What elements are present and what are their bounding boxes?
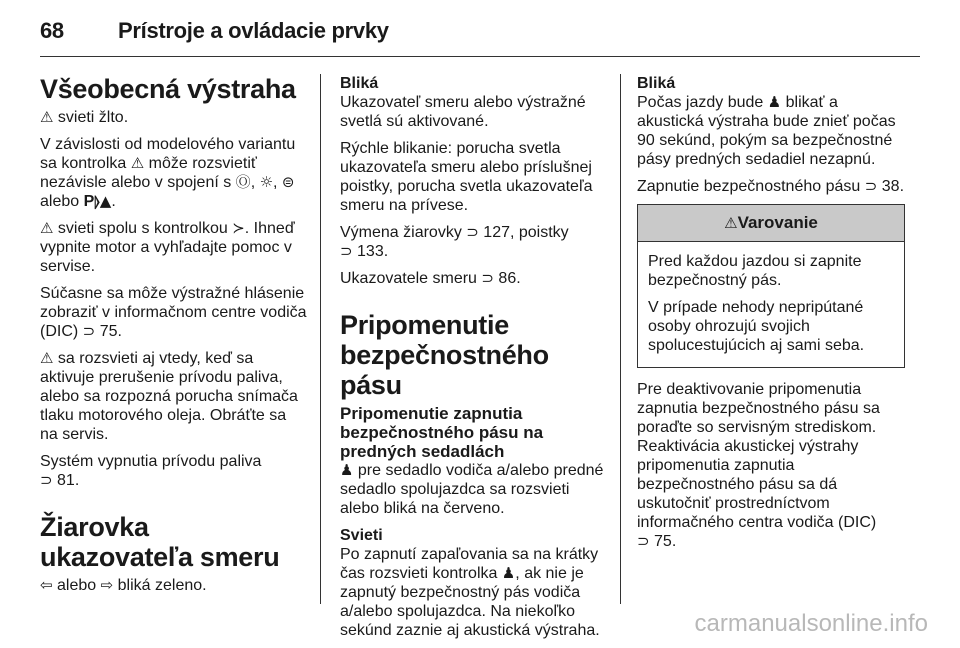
- paragraph: ♟ pre sedadlo vodiča a/alebo predné sedadlo spolujazdca sa rozsvieti alebo bliká na červeno.: [340, 461, 604, 517]
- watermark: carmanualsonline.info: [694, 610, 928, 637]
- reference-arrow-icon: ⊃: [481, 269, 494, 287]
- paragraph: Po zapnutí zapaľovania sa na krátky čas rozsvieti kontrolka ♟, ak nie je zapnutý bezpečnostný pás vodiča a/alebo spolujazdca. Na niekoľko sekúnd zaznie aj akustická výstraha.: [340, 546, 600, 639]
- paragraph: Ukazovatele smeru ⊃ 86.: [340, 269, 521, 287]
- reference-arrow-icon: ⊃: [340, 242, 353, 260]
- page-reference[interactable]: 81.: [57, 472, 80, 489]
- page-reference[interactable]: 127, poistky: [483, 224, 569, 241]
- page-reference[interactable]: 86.: [498, 270, 521, 287]
- column-divider: [620, 74, 621, 604]
- turn-right-icon: ⇨: [100, 576, 114, 594]
- paragraph: ⇦ alebo ⇨ bliká zeleno.: [40, 576, 207, 594]
- section-heading: Všeobecná výstraha: [40, 74, 296, 104]
- reference-arrow-icon: ⊃: [864, 177, 878, 195]
- subheading: Bliká: [340, 75, 379, 92]
- section-heading: Pripomenutie bezpečnostného pásu: [340, 310, 549, 400]
- subheading: Svieti: [340, 527, 383, 544]
- column-2: [340, 74, 608, 648]
- paragraph: Výmena žiarovky ⊃ 127, poistky ⊃ 133.: [340, 223, 569, 260]
- oil-pressure-icon: ≻: [232, 219, 245, 237]
- reference-arrow-icon: ⊃: [82, 322, 96, 340]
- paragraph: Pre deaktivovanie pripomenutia zapnutia bezpečnostného pásu sa poraďte so servisným strediskom. Reaktivácia akustickej výstrahy pripomenutia zapnutia bezpečnostného pásu sa dá uskutočniť prostredníctvom informačného centra vodiča (DIC) ⊃ 75.: [637, 381, 880, 550]
- seatbelt-icon: ♟: [501, 564, 516, 582]
- paragraph: ⚠ sa rozsvieti aj vtedy, keď sa aktivuje prerušenie prívodu paliva, alebo sa rozpozná porucha snímača tlaku motorového oleja. Obráťte sa na servis.: [40, 349, 298, 443]
- paragraph: V prípade nehody nepripútané osoby ohrozujú svojich spolucestujúcich aj sami seba.: [648, 299, 865, 354]
- paragraph: Počas jazdy bude ♟ blikať a akustická výstraha bude znieť počas 90 sekúnd, pokým sa bezpečnostné pásy predných sedadiel nezapnú.: [637, 93, 896, 168]
- paragraph: ⚠ svieti spolu s kontrolkou ≻. Ihneď vypnite motor a vyhľadajte pomoc v servise.: [40, 219, 295, 275]
- subsection-heading: Pripomenutie zapnutia bezpečnostného pásu na predných sedadlách: [340, 404, 544, 461]
- header-rule: [40, 56, 920, 57]
- page-reference[interactable]: 38.: [881, 178, 905, 195]
- warning-icon: ⚠: [40, 219, 54, 237]
- page-header: [0, 0, 960, 56]
- warning-icon: ⚠: [40, 349, 54, 367]
- gear-warning-icon: ☼: [259, 173, 274, 191]
- column-divider: [320, 74, 321, 604]
- running-title: Prístroje a ovládacie prvky: [118, 18, 389, 43]
- page-reference[interactable]: 75.: [654, 533, 677, 550]
- reference-arrow-icon: ⊃: [637, 532, 650, 550]
- paragraph: Systém vypnutia prívodu paliva ⊃ 81.: [40, 453, 262, 489]
- page-reference[interactable]: 133.: [357, 243, 389, 260]
- paragraph: V závislosti od modelového variantu sa kontrolka ⚠ môže rozsvietiť nezávisle alebo v spojení s Ⓞ, ☼, ⊜ alebo P⦊▲.: [40, 136, 296, 210]
- warning-box-header: [638, 205, 904, 242]
- column-1: [40, 74, 308, 603]
- warning-icon: ⚠: [40, 108, 54, 126]
- service-icon: ⊜: [281, 173, 295, 191]
- paragraph: Zapnutie bezpečnostného pásu ⊃ 38.: [637, 177, 905, 195]
- reference-arrow-icon: ⊃: [466, 223, 479, 241]
- warning-icon: ⚠: [724, 214, 738, 232]
- paragraph: Súčasne sa môže výstražné hlásenie zobraziť v informačnom centre vodiča (DIC) ⊃ 75.: [40, 285, 307, 340]
- paragraph: ⚠ svieti žlto.: [40, 108, 129, 126]
- reference-arrow-icon: ⊃: [40, 471, 53, 489]
- section-heading: Žiarovka ukazovateľa smeru: [40, 512, 280, 572]
- warning-icon: ⚠: [130, 154, 145, 172]
- turn-left-icon: ⇦: [40, 576, 53, 594]
- column-3: [637, 74, 905, 559]
- paragraph: Rýchle blikanie: porucha svetla ukazovateľa smeru alebo príslušnej poistky, porucha svetla ukazovateľa smeru na prívese.: [340, 140, 593, 214]
- warning-box-body: [638, 242, 904, 367]
- park-assist-icon: P⦊▲: [83, 192, 112, 210]
- paragraph: Pred každou jazdou si zapnite bezpečnostný pás.: [648, 253, 862, 289]
- page-reference[interactable]: 75.: [99, 323, 122, 340]
- page-number: 68: [40, 18, 64, 43]
- seatbelt-icon: ♟: [340, 461, 354, 479]
- engine-icon: Ⓞ: [235, 173, 251, 191]
- paragraph: Ukazovateľ smeru alebo výstražné svetlá sú aktivované.: [340, 94, 586, 130]
- seatbelt-icon: ♟: [767, 93, 782, 111]
- subheading: Bliká: [637, 75, 676, 92]
- warning-box: [637, 204, 905, 368]
- warning-title: Varovanie: [737, 213, 818, 232]
